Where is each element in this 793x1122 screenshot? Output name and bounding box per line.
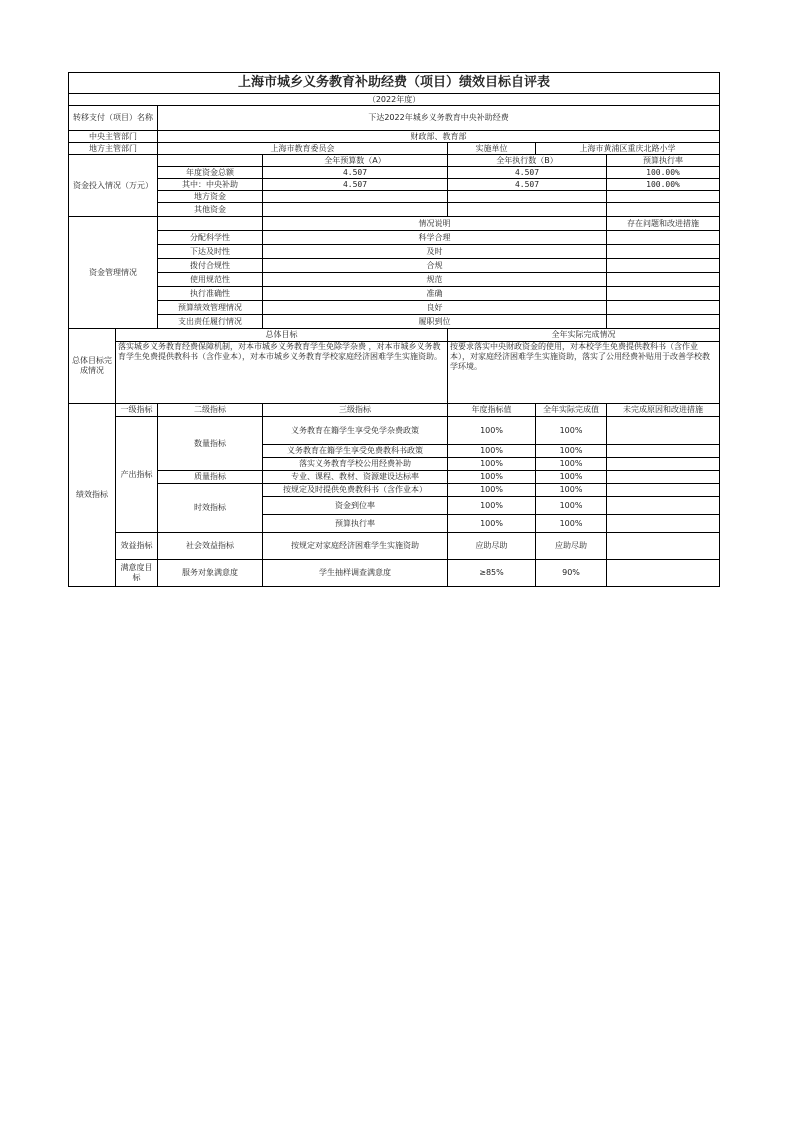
management-section-label: 资金管理情况: [69, 217, 158, 329]
management-row-desc: 规范: [263, 273, 607, 287]
timeliness-indicator-label: 时效指标: [158, 484, 263, 533]
management-col-issue: 存在问题和改进措施: [607, 217, 720, 231]
management-row-issue: [607, 287, 720, 301]
funds-row-exec: 4.507: [448, 167, 607, 179]
indicator-reason: [607, 533, 720, 560]
indicators-section-label: 绩效指标: [69, 404, 116, 587]
goals-section-label: 总体目标完成情况: [69, 329, 116, 404]
indicator-l3: 按规定对家庭经济困难学生实施资助: [263, 533, 448, 560]
indicator-l3: 专业、课程、教材、资源建设达标率: [263, 471, 448, 484]
indicator-target: ≥85%: [448, 560, 536, 587]
funds-section-label: 资金投入情况（万元）: [69, 155, 158, 217]
indicator-reason: [607, 445, 720, 458]
indicator-actual: 100%: [536, 497, 607, 515]
funds-col-exec: 全年执行数（B）: [448, 155, 607, 167]
indicator-reason: [607, 417, 720, 445]
indicators-col-l1: 一级指标: [116, 404, 158, 417]
management-row-desc: 履职到位: [263, 315, 607, 329]
impl-unit-value: 上海市黄浦区重庆北路小学: [536, 143, 720, 155]
funds-row-rate: [607, 203, 720, 217]
management-row-issue: [607, 301, 720, 315]
page-title: 上海市城乡义务教育补助经费（项目）绩效目标自评表: [69, 73, 720, 94]
indicators-col-actual: 全年实际完成值: [536, 404, 607, 417]
management-row-issue: [607, 273, 720, 287]
management-col-desc: 情况说明: [263, 217, 607, 231]
indicator-l3: 落实义务教育学校公用经费补助: [263, 458, 448, 471]
local-dept-label: 地方主管部门: [69, 143, 158, 155]
management-row-label: 下达及时性: [158, 245, 263, 259]
funds-row-exec: 4.507: [448, 179, 607, 191]
funds-row-label: 地方资金: [158, 191, 263, 203]
indicator-target: 100%: [448, 515, 536, 533]
management-row-issue: [607, 245, 720, 259]
project-name-label: 转移支付（项目）名称: [69, 106, 158, 131]
indicator-actual: 100%: [536, 458, 607, 471]
funds-row-label: 其他资金: [158, 203, 263, 217]
indicators-col-target: 年度指标值: [448, 404, 536, 417]
evaluation-table: [68, 72, 720, 587]
management-row-desc: 及时: [263, 245, 607, 259]
service-satisfaction-label: 服务对象满意度: [158, 560, 263, 587]
indicator-reason: [607, 458, 720, 471]
central-dept-label: 中央主管部门: [69, 131, 158, 143]
funds-row-label: 其中：中央补助: [158, 179, 263, 191]
management-row-issue: [607, 231, 720, 245]
funds-row-budget: [263, 191, 448, 203]
indicator-l3: 按规定及时提供免费教科书（含作业本）: [263, 484, 448, 497]
goals-col-done: 全年实际完成情况: [448, 329, 720, 342]
indicator-l3: 义务教育在籍学生享受免学杂费政策: [263, 417, 448, 445]
indicator-target: 100%: [448, 484, 536, 497]
goals-done-text: 按要求落实中央财政资金的使用，对本校学生免费提供教科书（含作业本），对家庭经济困难学生实施资助，落实了公用经费补贴用于改善学校教学环境。: [448, 342, 720, 404]
evaluation-form: [68, 72, 719, 587]
funds-col-rate: 预算执行率: [607, 155, 720, 167]
central-dept-value: 财政部、教育部: [158, 131, 720, 143]
funds-row-budget: [263, 203, 448, 217]
funds-row-rate: 100.00%: [607, 167, 720, 179]
indicator-reason: [607, 560, 720, 587]
indicators-col-reason: 未完成原因和改进措施: [607, 404, 720, 417]
management-row-label: 使用规范性: [158, 273, 263, 287]
indicator-actual: 100%: [536, 515, 607, 533]
management-row-issue: [607, 259, 720, 273]
management-header-blank: [158, 217, 263, 231]
funds-row-exec: [448, 203, 607, 217]
impl-unit-label: 实施单位: [448, 143, 536, 155]
indicator-actual: 100%: [536, 417, 607, 445]
indicators-col-l3: 三级指标: [263, 404, 448, 417]
indicators-col-l2: 二级指标: [158, 404, 263, 417]
management-row-label: 拨付合规性: [158, 259, 263, 273]
indicator-actual: 100%: [536, 484, 607, 497]
indicator-actual: 应助尽助: [536, 533, 607, 560]
indicator-actual: 100%: [536, 471, 607, 484]
quality-indicator-label: 质量指标: [158, 471, 263, 484]
indicator-actual: 90%: [536, 560, 607, 587]
indicator-reason: [607, 484, 720, 497]
quantity-indicator-label: 数量指标: [158, 417, 263, 471]
social-effect-indicator-label: 社会效益指标: [158, 533, 263, 560]
management-row-desc: 合规: [263, 259, 607, 273]
indicator-l3: 预算执行率: [263, 515, 448, 533]
indicator-reason: [607, 471, 720, 484]
indicator-l3: 资金到位率: [263, 497, 448, 515]
management-row-label: 分配科学性: [158, 231, 263, 245]
indicator-target: 100%: [448, 497, 536, 515]
indicator-target: 100%: [448, 445, 536, 458]
funds-header-blank: [158, 155, 263, 167]
indicator-target: 应助尽助: [448, 533, 536, 560]
management-row-desc: 准确: [263, 287, 607, 301]
funds-col-budget: 全年预算数（A）: [263, 155, 448, 167]
indicator-actual: 100%: [536, 445, 607, 458]
funds-row-label: 年度资金总额: [158, 167, 263, 179]
funds-row-budget: 4.507: [263, 179, 448, 191]
local-dept-value: 上海市教育委员会: [158, 143, 448, 155]
project-name-value: 下达2022年城乡义务教育中央补助经费: [158, 106, 720, 131]
management-row-label: 执行准确性: [158, 287, 263, 301]
funds-row-rate: 100.00%: [607, 179, 720, 191]
management-row-desc: 良好: [263, 301, 607, 315]
management-row-desc: 科学合理: [263, 231, 607, 245]
output-indicator-label: 产出指标: [116, 417, 158, 533]
effect-indicator-label: 效益指标: [116, 533, 158, 560]
goals-col-goal: 总体目标: [116, 329, 448, 342]
satisfaction-indicator-label: 满意度目标: [116, 560, 158, 587]
funds-row-exec: [448, 191, 607, 203]
indicator-target: 100%: [448, 471, 536, 484]
funds-row-rate: [607, 191, 720, 203]
goals-goal-text: 落实城乡义务教育经费保障机制，对本市城乡义务教育学生免除学杂费 ，对本市城乡义务教育学生免费提供教科书（含作业本），对本市城乡义务教育学校家庭经济困难学生实施资助。: [116, 342, 448, 404]
indicator-target: 100%: [448, 417, 536, 445]
indicator-reason: [607, 515, 720, 533]
management-row-label: 支出责任履行情况: [158, 315, 263, 329]
indicator-target: 100%: [448, 458, 536, 471]
indicator-reason: [607, 497, 720, 515]
indicator-l3: 义务教育在籍学生享受免费教科书政策: [263, 445, 448, 458]
indicator-l3: 学生抽样调查满意度: [263, 560, 448, 587]
funds-row-budget: 4.507: [263, 167, 448, 179]
report-year: （2022年度）: [69, 94, 720, 106]
management-row-label: 预算绩效管理情况: [158, 301, 263, 315]
management-row-issue: [607, 315, 720, 329]
